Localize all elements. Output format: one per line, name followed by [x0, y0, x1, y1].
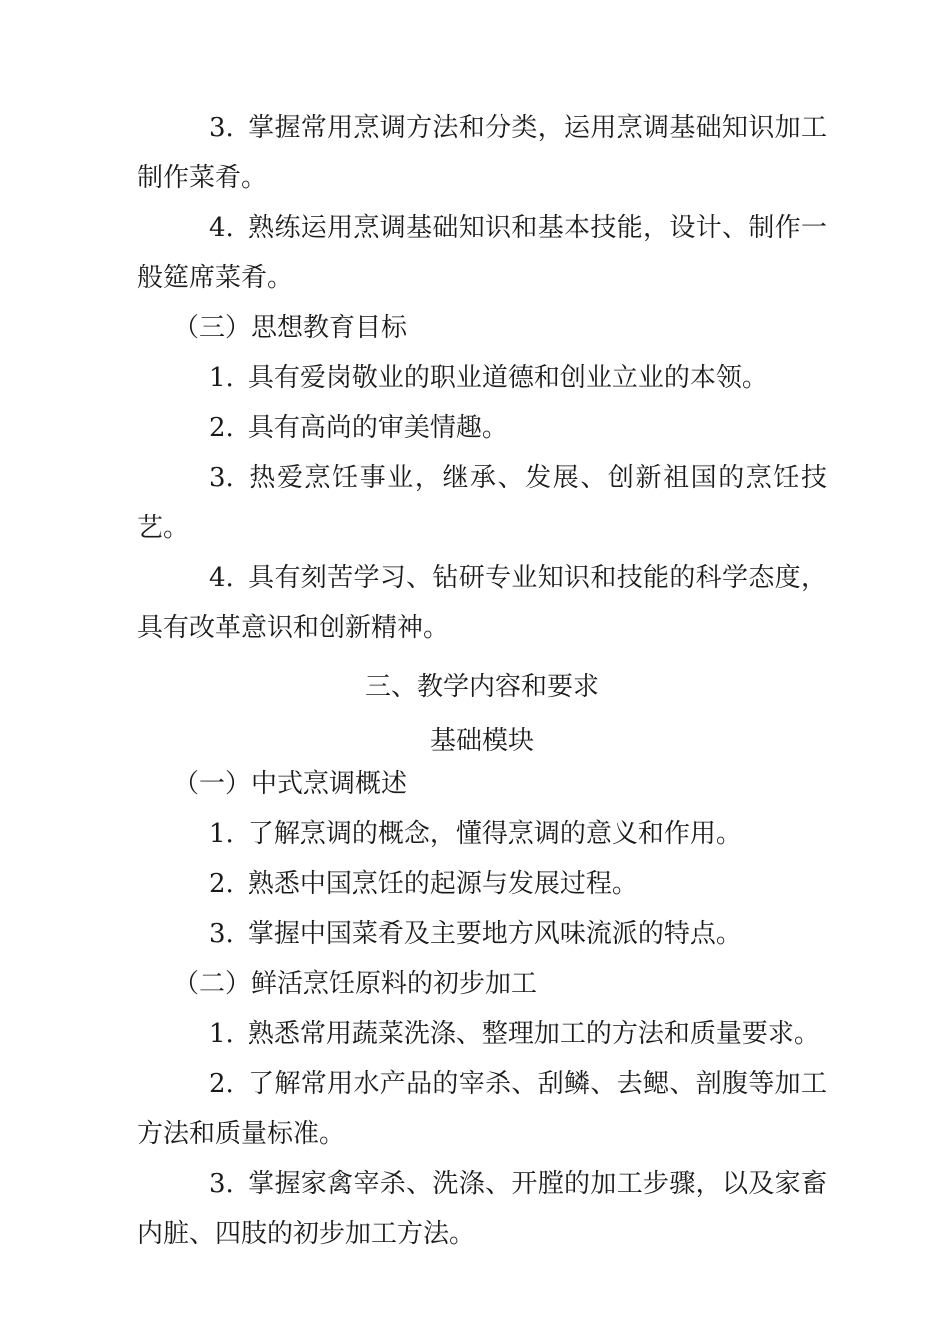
item-number: 4. [209, 563, 234, 593]
item-text: 具有高尚的审美情趣。 [247, 413, 508, 443]
item-text: 掌握常用烹调方法和分类，运用烹调基础知识加工制作菜肴。 [137, 113, 827, 193]
list-item [137, 859, 827, 909]
item-text: 掌握中国菜肴及主要地方风味流派的特点。 [247, 919, 742, 949]
section-subheading: （三）思想教育目标 [173, 313, 408, 343]
item-text: 了解常用水产品的宰杀、刮鳞、去鳃、剖腹等加工方法和质量标准。 [137, 1069, 827, 1149]
list-item [137, 103, 827, 203]
item-number: 2. [209, 869, 234, 899]
list-item [137, 353, 827, 403]
document-body [137, 103, 827, 1259]
list-item [137, 553, 827, 653]
item-number: 3. [209, 919, 234, 949]
item-number: 3. [209, 113, 234, 143]
list-item [137, 809, 827, 859]
item-number: 1. [209, 1019, 234, 1049]
item-text: 熟悉中国烹饪的起源与发展过程。 [247, 869, 638, 899]
list-item [137, 909, 827, 959]
list-item [137, 1159, 827, 1259]
list-item [137, 453, 827, 553]
item-number: 4. [209, 213, 234, 243]
section-heading: 三、教学内容和要求 [364, 672, 599, 702]
list-item [137, 403, 827, 453]
section-subheading: （二）鲜活烹饪原料的初步加工 [173, 969, 538, 999]
section-subheading: （一）中式烹调概述 [173, 769, 408, 799]
item-text: 掌握家禽宰杀、洗涤、开膛的加工步骤，以及家畜内脏、四肢的初步加工方法。 [137, 1169, 827, 1249]
item-number: 1. [209, 819, 234, 849]
item-text: 具有刻苦学习、钻研专业知识和技能的科学态度，具有改革意识和创新精神。 [137, 563, 827, 643]
module-heading: 基础模块 [429, 726, 534, 756]
item-number: 2. [209, 413, 234, 443]
item-text: 熟练运用烹调基础知识和基本技能，设计、制作一般筵席菜肴。 [137, 213, 827, 293]
item-number: 2. [209, 1069, 234, 1099]
item-text: 热爱烹饪事业，继承、发展、创新祖国的烹饪技艺。 [137, 463, 827, 543]
item-text: 具有爱岗敬业的职业道德和创业立业的本领。 [247, 363, 768, 393]
item-text: 熟悉常用蔬菜洗涤、整理加工的方法和质量要求。 [247, 1019, 820, 1049]
list-item [137, 1059, 827, 1159]
item-text: 了解烹调的概念，懂得烹调的意义和作用。 [247, 819, 742, 849]
list-item [137, 1009, 827, 1059]
item-number: 3. [209, 463, 234, 493]
list-item [137, 203, 827, 303]
item-number: 1. [209, 363, 234, 393]
item-number: 3. [209, 1169, 234, 1199]
